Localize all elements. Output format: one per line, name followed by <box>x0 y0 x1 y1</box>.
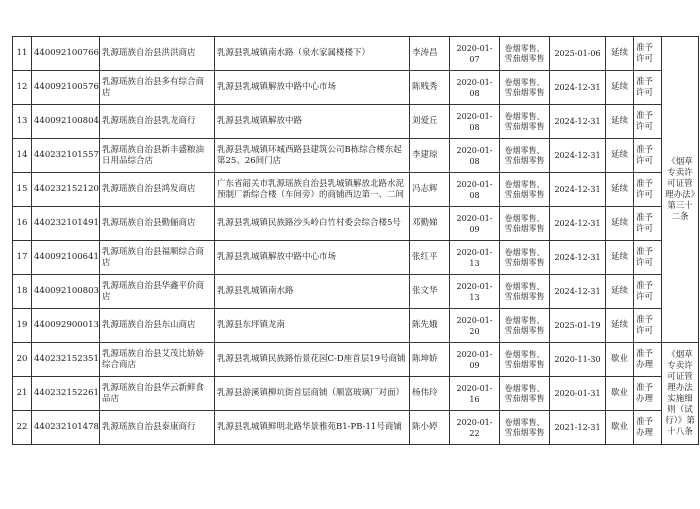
license-code: 440092100803 <box>32 275 100 309</box>
operator-name: 张红平 <box>410 241 450 275</box>
table-row <box>13 105 699 139</box>
row-index: 14 <box>13 139 32 173</box>
shop-name: 乳源瑶族自治县多有综合商店 <box>100 71 215 105</box>
end-date: 2025-01-19 <box>550 309 606 343</box>
row-index: 20 <box>13 343 32 377</box>
operator-name: 张文华 <box>410 275 450 309</box>
shop-name: 乳源瑶族自治县乳龙商行 <box>100 105 215 139</box>
row-index: 21 <box>13 377 32 411</box>
row-index: 15 <box>13 173 32 207</box>
table-row <box>13 275 699 309</box>
table-row <box>13 309 699 343</box>
application-type: 歇业 <box>606 343 634 377</box>
start-date: 2020-01-16 <box>450 377 500 411</box>
operator-name: 李建琼 <box>410 139 450 173</box>
start-date: 2020-01-09 <box>450 343 500 377</box>
decision: 准予许可 <box>634 241 662 275</box>
end-date: 2024-12-31 <box>550 105 606 139</box>
operator-name: 刘爱丘 <box>410 105 450 139</box>
decision: 准予办理 <box>634 411 662 445</box>
table-row <box>13 207 699 241</box>
decision: 准予许可 <box>634 309 662 343</box>
application-type: 延续 <box>606 207 634 241</box>
shop-name: 乳源瑶族自治县华鑫平价商店 <box>100 275 215 309</box>
start-date: 2020-01-22 <box>450 411 500 445</box>
license-code: 440232152120 <box>32 173 100 207</box>
license-code: 440092100576 <box>32 71 100 105</box>
shop-name: 乳源瑶族自治县福顺综合商店 <box>100 241 215 275</box>
start-date: 2020-01-13 <box>450 275 500 309</box>
license-code: 440232101557 <box>32 139 100 173</box>
business-scope: 卷烟零售、雪茄烟零售 <box>500 173 550 207</box>
shop-address: 乳源县乳城镇民族路怡景花园C-D座首层19号商铺 <box>215 343 410 377</box>
shop-address: 广东省韶关市乳源瑶族自治县乳城镇解放北路水泥预制厂新综合楼（车间旁）的商铺西边第一、二间 <box>215 173 410 207</box>
shop-name: 乳源瑶族自治县勤俪商店 <box>100 207 215 241</box>
end-date: 2020-01-31 <box>550 377 606 411</box>
operator-name: 陈坤娇 <box>410 343 450 377</box>
application-type: 延续 <box>606 105 634 139</box>
shop-address: 乳源县乳城镇解放中路中心市场 <box>215 241 410 275</box>
business-scope: 卷烟零售、雪茄烟零售 <box>500 71 550 105</box>
shop-address: 乳源县乳城镇鲜明北路华景雅苑B1-PB-11号商铺 <box>215 411 410 445</box>
end-date: 2024-12-31 <box>550 71 606 105</box>
table-body <box>13 37 699 445</box>
start-date: 2020-01-08 <box>450 71 500 105</box>
decision: 准予许可 <box>634 275 662 309</box>
application-type: 歇业 <box>606 411 634 445</box>
license-code: 440232152261 <box>32 377 100 411</box>
end-date: 2020-11-30 <box>550 343 606 377</box>
shop-name: 乳源瑶族自治县华云新鲜食品店 <box>100 377 215 411</box>
start-date: 2020-01-13 <box>450 241 500 275</box>
row-index: 12 <box>13 71 32 105</box>
application-type: 歇业 <box>606 377 634 411</box>
application-type: 延续 <box>606 241 634 275</box>
table-row <box>13 241 699 275</box>
operator-name: 冯志辉 <box>410 173 450 207</box>
application-type: 延续 <box>606 309 634 343</box>
start-date: 2020-01-09 <box>450 207 500 241</box>
business-scope: 卷烟零售、雪茄烟零售 <box>500 241 550 275</box>
shop-name: 乳源瑶族自治县艾茂比娇娇综合商店 <box>100 343 215 377</box>
business-scope: 卷烟零售、雪茄烟零售 <box>500 275 550 309</box>
business-scope: 卷烟零售、雪茄烟零售 <box>500 411 550 445</box>
end-date: 2024-12-31 <box>550 207 606 241</box>
start-date: 2020-01-20 <box>450 309 500 343</box>
decision: 准予办理 <box>634 377 662 411</box>
row-index: 16 <box>13 207 32 241</box>
table-row <box>13 37 699 71</box>
end-date: 2024-12-31 <box>550 173 606 207</box>
shop-name: 乳源瑶族自治县东山商店 <box>100 309 215 343</box>
license-code: 440092100804 <box>32 105 100 139</box>
legal-basis: 《烟草专卖许可证管理办法实施细则（试行）》第十八条 <box>662 343 699 445</box>
license-code: 440092100641 <box>32 241 100 275</box>
decision: 准予办理 <box>634 343 662 377</box>
shop-name: 乳源瑶族自治县鸿发商店 <box>100 173 215 207</box>
shop-address: 乳源县乳城镇环城西路县建筑公司B栋综合楼东起第25、26间门店 <box>215 139 410 173</box>
table-row <box>13 343 699 377</box>
license-code: 440092900013 <box>32 309 100 343</box>
license-table <box>12 36 699 445</box>
application-type: 延续 <box>606 139 634 173</box>
start-date: 2020-01-08 <box>450 139 500 173</box>
shop-name: 乳源瑶族自治县泰康商行 <box>100 411 215 445</box>
decision: 准予许可 <box>634 105 662 139</box>
decision: 准予许可 <box>634 207 662 241</box>
row-index: 17 <box>13 241 32 275</box>
business-scope: 卷烟零售、雪茄烟零售 <box>500 139 550 173</box>
shop-name: 乳源瑶族自治县新丰盛粮油日用品综合店 <box>100 139 215 173</box>
license-code: 440232101491 <box>32 207 100 241</box>
row-index: 22 <box>13 411 32 445</box>
shop-address: 乳源县乳城镇南水路（泉水家属楼楼下） <box>215 37 410 71</box>
end-date: 2024-12-31 <box>550 241 606 275</box>
decision: 准予许可 <box>634 71 662 105</box>
business-scope: 卷烟零售、雪茄烟零售 <box>500 377 550 411</box>
application-type: 延续 <box>606 173 634 207</box>
license-code: 440092100766 <box>32 37 100 71</box>
operator-name: 陈贱秀 <box>410 71 450 105</box>
decision: 准予许可 <box>634 37 662 71</box>
table-row <box>13 71 699 105</box>
end-date: 2024-12-31 <box>550 139 606 173</box>
license-code: 440232152351 <box>32 343 100 377</box>
table-row <box>13 139 699 173</box>
table-row <box>13 377 699 411</box>
operator-name: 杨伟玲 <box>410 377 450 411</box>
shop-address: 乳源县乳城镇解放中路中心市场 <box>215 71 410 105</box>
business-scope: 卷烟零售、雪茄烟零售 <box>500 105 550 139</box>
row-index: 13 <box>13 105 32 139</box>
legal-basis: 《烟草专卖许可证管理办法》第三十二条 <box>662 37 699 343</box>
shop-address: 乳源县乳城镇民族路沙头岭白竹村委会综合楼5号 <box>215 207 410 241</box>
shop-name: 乳源瑶族自治县洪洪商店 <box>100 37 215 71</box>
shop-address: 乳源县游溪镇柳坑街首层商铺（顺富玻璃厂对面） <box>215 377 410 411</box>
row-index: 19 <box>13 309 32 343</box>
decision: 准予许可 <box>634 173 662 207</box>
operator-name: 陈小婷 <box>410 411 450 445</box>
document-page <box>12 36 700 445</box>
shop-address: 乳源县乳城镇解放中路 <box>215 105 410 139</box>
application-type: 延续 <box>606 71 634 105</box>
decision: 准予许可 <box>634 139 662 173</box>
table-row <box>13 173 699 207</box>
start-date: 2020-01-07 <box>450 37 500 71</box>
table-row <box>13 411 699 445</box>
shop-address: 乳源县东坪镇龙南 <box>215 309 410 343</box>
row-index: 11 <box>13 37 32 71</box>
operator-name: 邓勤娣 <box>410 207 450 241</box>
operator-name: 陈先娥 <box>410 309 450 343</box>
license-code: 440232101478 <box>32 411 100 445</box>
business-scope: 卷烟零售、雪茄烟零售 <box>500 309 550 343</box>
business-scope: 卷烟零售、雪茄烟零售 <box>500 207 550 241</box>
business-scope: 卷烟零售、雪茄烟零售 <box>500 343 550 377</box>
application-type: 延续 <box>606 275 634 309</box>
row-index: 18 <box>13 275 32 309</box>
end-date: 2024-12-31 <box>550 275 606 309</box>
end-date: 2025-01-06 <box>550 37 606 71</box>
application-type: 延续 <box>606 37 634 71</box>
start-date: 2020-01-08 <box>450 173 500 207</box>
start-date: 2020-01-08 <box>450 105 500 139</box>
business-scope: 卷烟零售、雪茄烟零售 <box>500 37 550 71</box>
shop-address: 乳源县乳城镇南水路 <box>215 275 410 309</box>
operator-name: 李涛昌 <box>410 37 450 71</box>
end-date: 2021-12-31 <box>550 411 606 445</box>
